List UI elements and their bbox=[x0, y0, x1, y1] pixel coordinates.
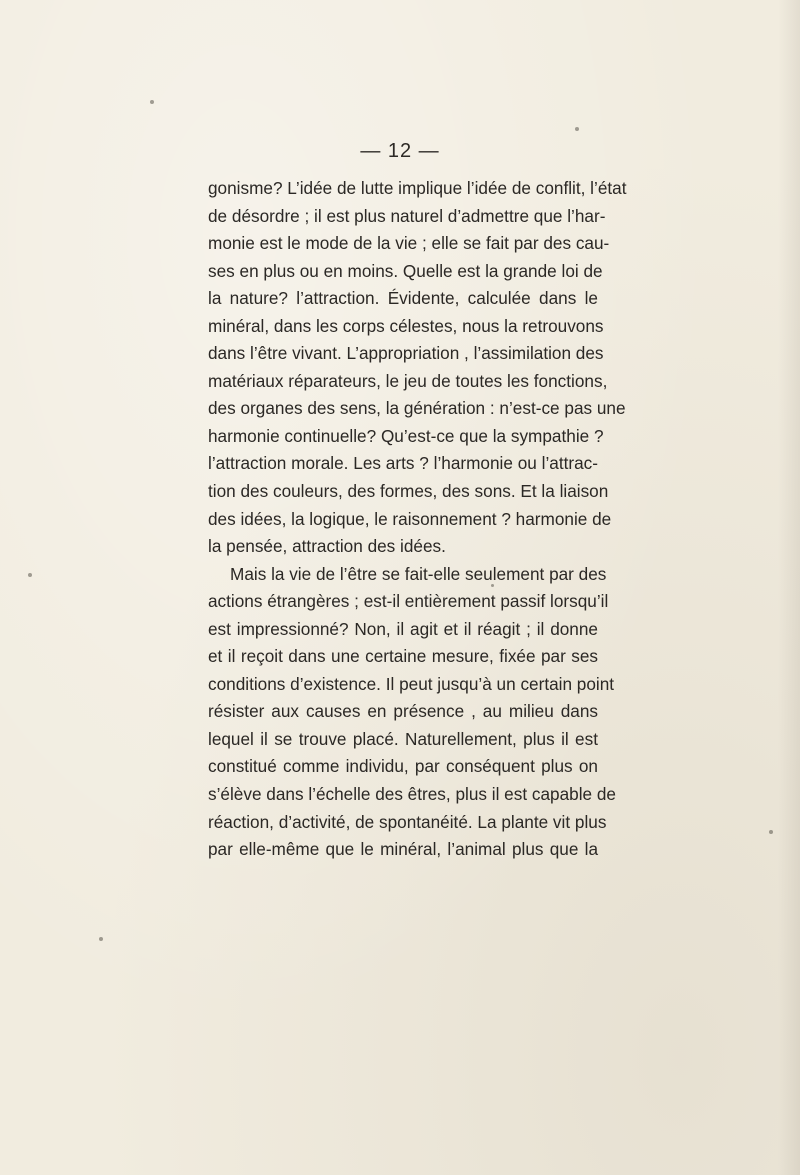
body-text bbox=[208, 175, 627, 864]
text-line: de désordre ; il est plus naturel d’admettre que l’har- bbox=[208, 205, 606, 226]
paper-speck bbox=[99, 937, 103, 941]
text-line: s’élève dans l’échelle des êtres, plus il est capable de bbox=[208, 784, 616, 805]
text-line: tion des couleurs, des formes, des sons. Et la liaison bbox=[208, 481, 609, 502]
text-line: l’attraction morale. Les arts ? l’harmonie ou l’attrac- bbox=[208, 453, 598, 474]
text-line: conditions d’existence. Il peut jusqu’à un certain point bbox=[208, 673, 615, 694]
text-line: lequel il se trouve placé. Naturellement, plus il est bbox=[208, 728, 598, 749]
paper-speck bbox=[28, 573, 32, 577]
text-line: actions étrangères ; est-il entièrement passif lorsqu’il bbox=[208, 591, 609, 612]
text-line: et il reçoit dans une certaine mesure, fixée par ses bbox=[208, 646, 598, 667]
text-line: gonisme? L’idée de lutte implique l’idée de conflit, l’état bbox=[208, 178, 627, 198]
text-line: dans l’être vivant. L’appropriation , l’assimilation des bbox=[208, 343, 604, 364]
text-line: la nature? l’attraction. Évidente, calculée dans le bbox=[208, 288, 598, 309]
text-line: des organes des sens, la génération : n’est-ce pas une bbox=[208, 398, 626, 419]
text-line: matériaux réparateurs, le jeu de toutes les fonctions, bbox=[208, 370, 608, 391]
text-line: constitué comme individu, par conséquent plus on bbox=[208, 756, 598, 777]
text-line: par elle-même que le minéral, l’animal plus que la bbox=[208, 839, 598, 860]
text-line: harmonie continuelle? Qu’est-ce que la sympathie ? bbox=[208, 425, 604, 446]
text-line: la pensée, attraction des idées. bbox=[208, 536, 446, 557]
text-line: est impressionné? Non, il agit et il réagit ; il donne bbox=[208, 618, 598, 639]
text-line: des idées, la logique, le raisonnement ? harmonie de bbox=[208, 508, 612, 529]
page-number: — 12 — bbox=[360, 140, 440, 162]
text-line: minéral, dans les corps célestes, nous la retrouvons bbox=[208, 315, 604, 336]
text-line: monie est le mode de la vie ; elle se fait par des cau- bbox=[208, 233, 610, 254]
paper-speck bbox=[150, 100, 154, 104]
text-line: ses en plus ou en moins. Quelle est la grande loi de bbox=[208, 260, 603, 281]
text-line: Mais la vie de l’être se fait-elle seulement par des bbox=[230, 563, 607, 584]
page-edge-shadow bbox=[778, 0, 800, 1175]
paper-speck bbox=[575, 127, 579, 131]
text-line: réaction, d’activité, de spontanéité. La plante vit plus bbox=[208, 811, 607, 832]
text-line: résister aux causes en présence , au milieu dans bbox=[208, 701, 598, 722]
paper-speck bbox=[769, 830, 773, 834]
